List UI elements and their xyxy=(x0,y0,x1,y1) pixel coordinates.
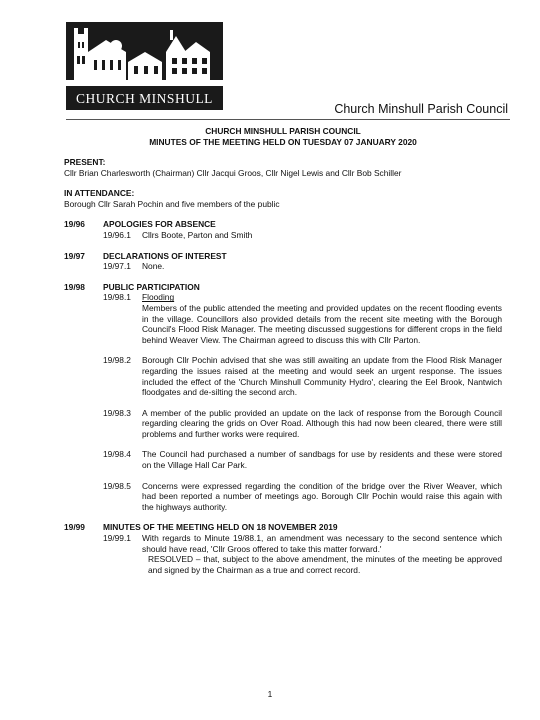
minute-subitem xyxy=(103,230,502,241)
attendance-label: IN ATTENDANCE: xyxy=(64,188,135,199)
present-label: PRESENT: xyxy=(64,157,106,167)
minute-title: MINUTES OF THE MEETING HELD ON 18 NOVEMBER 2019 xyxy=(103,522,338,533)
minute-subitem xyxy=(103,408,502,440)
subitem-text: None. xyxy=(142,261,165,272)
subitem-text: Concerns were expressed regarding the condition of the bridge over the River Weaver, which had been reported a number of meetings ago. Borough Cllr Pochin would raise this again with the highways authority. xyxy=(142,480,502,512)
minute-subitem xyxy=(103,481,502,513)
minute-subitem xyxy=(103,292,502,345)
subitem-number: 19/98.4 xyxy=(103,449,131,460)
subitem-number: 19/99.1 xyxy=(103,533,131,544)
page-number: 1 xyxy=(267,689,273,699)
minute-item xyxy=(64,251,502,272)
minute-number: 19/99 xyxy=(64,522,85,533)
resolution-text: RESOLVED – that, subject to the above amendment, the minutes of the meeting be approved and signed by the Chairman as a true and correct record. xyxy=(148,554,502,575)
minute-item xyxy=(64,219,502,240)
subitem-text: Cllrs Boote, Parton and Smith xyxy=(142,229,253,240)
subitem-number: 19/98.2 xyxy=(103,355,131,366)
subitem-text: With regards to Minute 19/88.1, an amendment was necessary to the second sentence which should have read, 'Cllr Groos offered to take this matter forward.' xyxy=(142,533,502,554)
minute-subitem xyxy=(103,533,502,575)
subitem-number: 19/98.5 xyxy=(103,480,131,491)
subitem-number: 19/98.1 xyxy=(103,292,131,303)
subitem-text: The Council had purchased a number of sandbags for use by residents and these were stored on the Village Hall Car Park. xyxy=(142,449,502,471)
subitem-number: 19/96.1 xyxy=(103,229,131,240)
minute-title: PUBLIC PARTICIPATION xyxy=(103,281,200,292)
title-line-2: MINUTES OF THE MEETING HELD ON TUESDAY 07 JANUARY 2020 xyxy=(149,136,417,147)
minute-subitem xyxy=(103,261,502,272)
subitem-number: 19/98.3 xyxy=(103,407,131,418)
minute-item xyxy=(64,522,502,575)
subitem-number: 19/97.1 xyxy=(103,261,131,272)
minute-title: APOLOGIES FOR ABSENCE xyxy=(103,219,216,230)
header-divider xyxy=(66,119,510,120)
council-name-header: Church Minshull Parish Council xyxy=(334,102,508,116)
minutes-document xyxy=(64,126,502,575)
present-section xyxy=(64,157,502,178)
logo-wordmark: CHURCH MINSHULL xyxy=(76,91,213,106)
church-minshull-logo xyxy=(66,22,223,110)
minute-item xyxy=(64,282,502,513)
attendance-section xyxy=(64,188,502,209)
subitem-text: Members of the public attended the meeting and provided updates on the recent flooding events in the village. Councillors also provided details from the recent site meeting with the Borough Council's Flood Risk Manager. The meeting discussed suggestions for different crops in the field behind Weaver View. The Chairman agreed to discuss this with Cllr Parton. xyxy=(142,302,502,345)
subitem-heading: Flooding xyxy=(142,292,175,303)
subitem-text: A member of the public provided an update on the lack of response from the Borough Council regarding clearing the grids on Over Road. Although this had now been cleared, there were still problems and further works were required. xyxy=(142,407,502,439)
minute-subitem xyxy=(103,449,502,470)
minute-number: 19/97 xyxy=(64,250,85,261)
subitem-text: Borough Cllr Pochin advised that she was still awaiting an update from the Flood Risk Manager regarding the issues raised at the meeting and would seek an urgent response. The issues included the effect of the 'Church Minshull Community Hydro', clearing the Eel Brook, Nantwich floodgates and de-silting the second arch. xyxy=(142,355,502,398)
present-text: Cllr Brian Charlesworth (Chairman) Cllr Jacqui Groos, Cllr Nigel Lewis and Cllr Bob Schiller xyxy=(64,167,402,178)
minute-subitem xyxy=(103,355,502,397)
minute-number: 19/96 xyxy=(64,219,85,230)
minute-number: 19/98 xyxy=(64,281,85,292)
minute-title: DECLARATIONS OF INTEREST xyxy=(103,250,227,261)
attendance-text: Borough Cllr Sarah Pochin and five members of the public xyxy=(64,198,280,209)
title-line-1: CHURCH MINSHULL PARISH COUNCIL xyxy=(205,126,361,136)
document-title xyxy=(64,126,502,147)
